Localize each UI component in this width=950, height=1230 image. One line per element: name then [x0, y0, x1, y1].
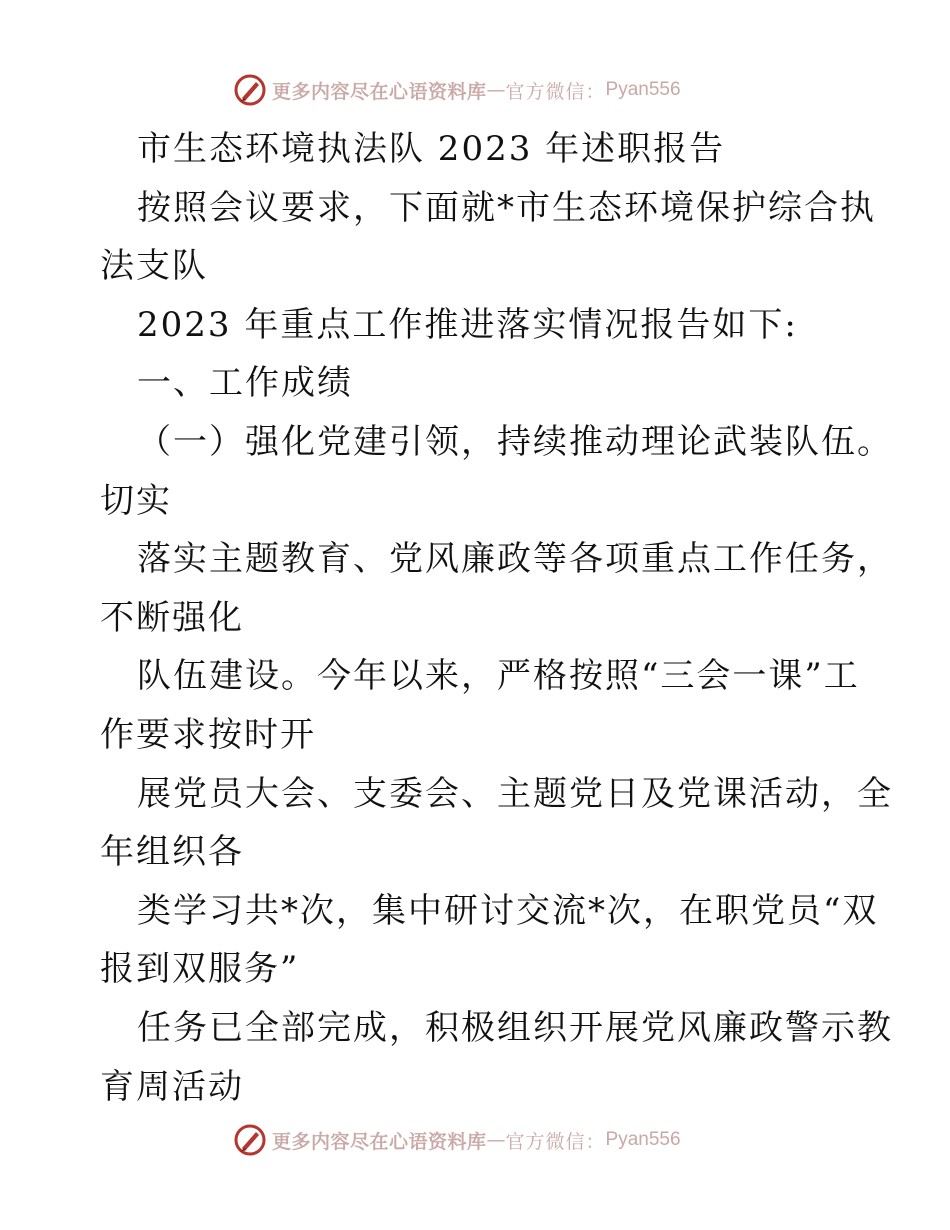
doc-line: 作要求按时开 — [100, 714, 316, 755]
doc-line: 切实 — [100, 480, 172, 521]
document-body — [100, 120, 893, 1116]
banner-wechat-id: Pyan556 — [605, 79, 681, 100]
banner-dash: — — [486, 1129, 506, 1151]
banner-wechat-label: 官方微信： — [505, 80, 606, 103]
pen-logo-icon — [232, 72, 268, 108]
doc-line: 展党员大会、支委会、主题党日及党课活动，全 — [137, 773, 893, 814]
doc-line: 市生态环境执法队 2023 年述职报告 — [137, 129, 726, 169]
banner-main-text: 更多内容尽在心语资料库 — [272, 1130, 487, 1153]
footer-watermark-banner — [232, 1120, 681, 1160]
doc-line: 报到双服务” — [100, 949, 300, 990]
banner-wechat-label: 官方微信： — [505, 1130, 606, 1153]
doc-line: 落实主题教育、党风廉政等各项重点工作任务， — [137, 539, 893, 580]
banner-wechat-id: Pyan556 — [605, 1129, 681, 1150]
doc-line: 任务已全部完成，积极组织开展党风廉政警示教 — [137, 1007, 893, 1048]
doc-line: （一）强化党建引领，持续推动理论武装队伍。 — [137, 421, 893, 462]
doc-line: 队伍建设。今年以来，严格按照“三会一课”工 — [137, 656, 860, 697]
header-watermark-banner — [232, 70, 681, 110]
doc-line: 年组织各 — [100, 832, 244, 873]
doc-line: 法支队 — [100, 246, 208, 287]
doc-line: 类学习共*次，集中研讨交流*次，在职党员“双 — [137, 890, 879, 931]
banner-dash: — — [486, 79, 506, 101]
doc-line: 不断强化 — [100, 597, 244, 638]
doc-line: 育周活动 — [100, 1066, 244, 1107]
doc-line: 2023 年重点工作推进落实情况报告如下: — [137, 304, 798, 345]
pen-logo-icon — [232, 1122, 268, 1158]
banner-main-text: 更多内容尽在心语资料库 — [272, 80, 487, 103]
doc-line: 一、工作成绩 — [137, 363, 353, 404]
doc-line: 按照会议要求，下面就*市生态环境保护综合执 — [137, 187, 876, 228]
